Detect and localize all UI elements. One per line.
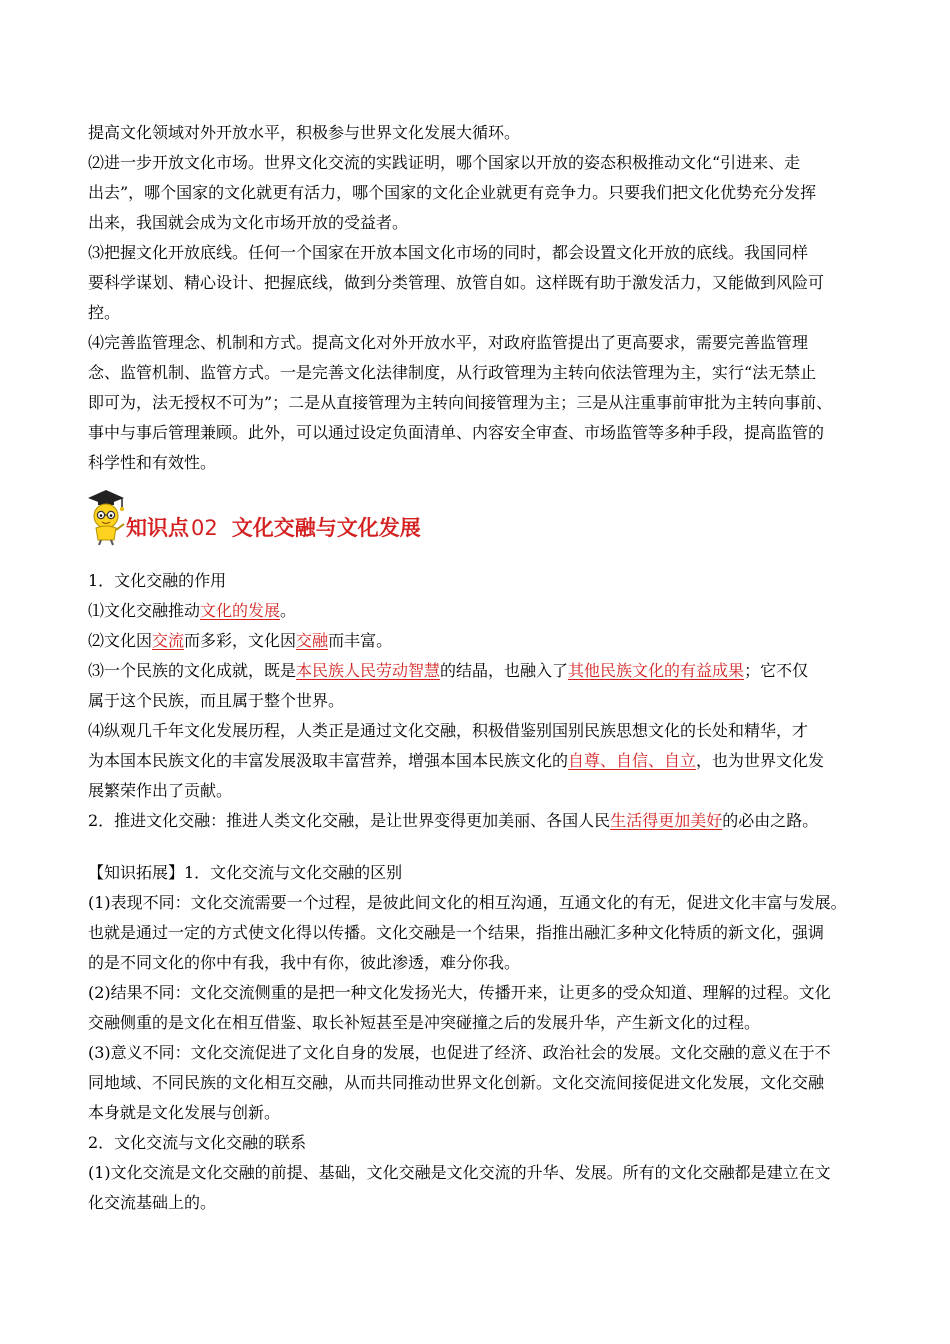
heading-text: 文化交融与文化发展 <box>231 516 421 540</box>
paragraph-line: 控。 <box>88 303 121 322</box>
paragraph-line <box>88 656 866 686</box>
paragraph-line: 的是不同文化的你中有我，我中有你，彼此渗透，难分你我。 <box>88 953 521 972</box>
heading-label: 知识点 <box>126 516 189 540</box>
underlined-answer: 交融 <box>296 631 329 650</box>
paragraph-line: (1)文化交流是文化交融的前提、基础，文化交融是文化交流的升华、发展。所有的文化交融都是建立在文 <box>88 1163 831 1182</box>
paragraph-line: (2)结果不同：文化交流侧重的是把一种文化发扬光大，传播开来，让更多的受众知道、理解的过程。文化 <box>88 983 831 1002</box>
paragraph-line: (1)表现不同：文化交流需要一个过程，是彼此间文化的相互沟通，互通文化的有无，促进文化丰富与发展。 <box>88 893 847 912</box>
text-run: ，也为世界文化发 <box>696 751 825 770</box>
paragraph-line: 也就是通过一定的方式使文化得以传播。文化交融是一个结果，指推出融汇多种文化特质的新文化，强调 <box>88 923 825 942</box>
underlined-answer: 交流 <box>152 631 185 650</box>
paragraph-line: ⑶把握文化开放底线。任何一个国家在开放本国文化市场的同时，都会设置文化开放的底线。我国同样 <box>88 243 809 262</box>
text-run: ⑴文化交融推动 <box>88 601 201 620</box>
paragraph-line: 本身就是文化发展与创新。 <box>88 1103 281 1122</box>
paragraph-line: 【知识拓展】1．文化交流与文化交融的区别 <box>88 863 403 882</box>
paragraph-line: ⑵进一步开放文化市场。世界文化交流的实践证明，哪个国家以开放的姿态积极推动文化“引进来、走 <box>88 153 801 172</box>
underlined-answer: 文化的发展 <box>200 601 281 620</box>
paragraph-line: 出来，我国就会成为文化市场开放的受益者。 <box>88 213 409 232</box>
section-knowledge-extension <box>88 858 866 1218</box>
paragraph-line: 出去”，哪个国家的文化就更有活力，哪个国家的文化企业就更有竞争力。只要我们把文化优势充分发挥 <box>88 183 817 202</box>
text-run: 。 <box>280 601 297 620</box>
text-run: 为本国本民族文化的丰富发展汲取丰富营养，增强本国本民族文化的 <box>88 751 569 770</box>
paragraph-line <box>88 746 866 776</box>
section-cultural-fusion <box>88 566 866 836</box>
paragraph-line: 同地域、不同民族的文化相互交融，从而共同推动世界文化创新。文化交流间接促进文化发展，文化交融 <box>88 1073 825 1092</box>
underlined-answer: 自尊、自信、自立 <box>568 751 697 770</box>
paragraph-line: 展繁荣作出了贡献。 <box>88 781 233 800</box>
underlined-answer: 其他民族文化的有益成果 <box>568 661 745 680</box>
paragraph-line: 事中与事后管理兼顾。此外，可以通过设定负面清单、内容安全审查、市场监管等多种手段，提高监管的 <box>88 423 825 442</box>
paragraph-line: 要科学谋划、精心设计、把握底线，做到分类管理、放管自如。这样既有助于激发活力，又能做到风险可 <box>88 273 825 292</box>
text-run: 而多彩，文化因 <box>184 631 297 650</box>
text-run: 2．推进文化交融：推进人类文化交融，是让世界变得更加美丽、各国人民 <box>88 811 611 830</box>
paragraph-line: 化交流基础上的。 <box>88 1193 217 1212</box>
paragraph-line: 念、监管机制、监管方式。一是完善文化法律制度，从行政管理为主转向依法管理为主，实行“法无禁止 <box>88 363 817 382</box>
text-run: ⑵文化因 <box>88 631 153 650</box>
paragraph-line <box>88 596 866 626</box>
text-run: 的结晶，也融入了 <box>440 661 569 680</box>
text-run: ；它不仅 <box>744 661 809 680</box>
text-run: 而丰富。 <box>328 631 393 650</box>
paragraph-line: (3)意义不同：文化交流促进了文化自身的发展，也促进了经济、政治社会的发展。文化交融的意义在于不 <box>88 1043 831 1062</box>
paragraph-line: 2．文化交流与文化交融的联系 <box>88 1133 307 1152</box>
paragraph-line: 1．文化交融的作用 <box>88 571 227 590</box>
heading-number: 02 <box>191 516 218 540</box>
heading-title <box>126 512 421 542</box>
graduate-mascot-icon <box>84 488 128 546</box>
section-open-culture <box>88 118 866 478</box>
paragraph-line: 科学性和有效性。 <box>88 453 217 472</box>
paragraph-line <box>88 626 866 656</box>
paragraph-line: 即可为，法无授权不可为”；二是从直接管理为主转向间接管理为主；三是从注重事前审批为主转向事前、 <box>88 393 833 412</box>
paragraph-line: 交融侧重的是文化在相互借鉴、取长补短甚至是冲突碰撞之后的发展升华，产生新文化的过程。 <box>88 1013 761 1032</box>
knowledge-point-heading <box>84 488 684 548</box>
underlined-answer: 生活得更加美好 <box>610 811 723 830</box>
underlined-answer: 本民族人民劳动智慧 <box>296 661 441 680</box>
paragraph-line: 提高文化领域对外开放水平，积极参与世界文化发展大循环。 <box>88 123 521 142</box>
paragraph-line: ⑷纵观几千年文化发展历程，人类正是通过文化交融，积极借鉴别国别民族思想文化的长处和精华，才 <box>88 721 809 740</box>
paragraph-line: ⑷完善监管理念、机制和方式。提高文化对外开放水平，对政府监管提出了更高要求，需要完善监管理 <box>88 333 809 352</box>
text-run: 的必由之路。 <box>722 811 819 830</box>
paragraph-line <box>88 806 866 836</box>
text-run: ⑶一个民族的文化成就，既是 <box>88 661 297 680</box>
paragraph-line: 属于这个民族，而且属于整个世界。 <box>88 691 345 710</box>
